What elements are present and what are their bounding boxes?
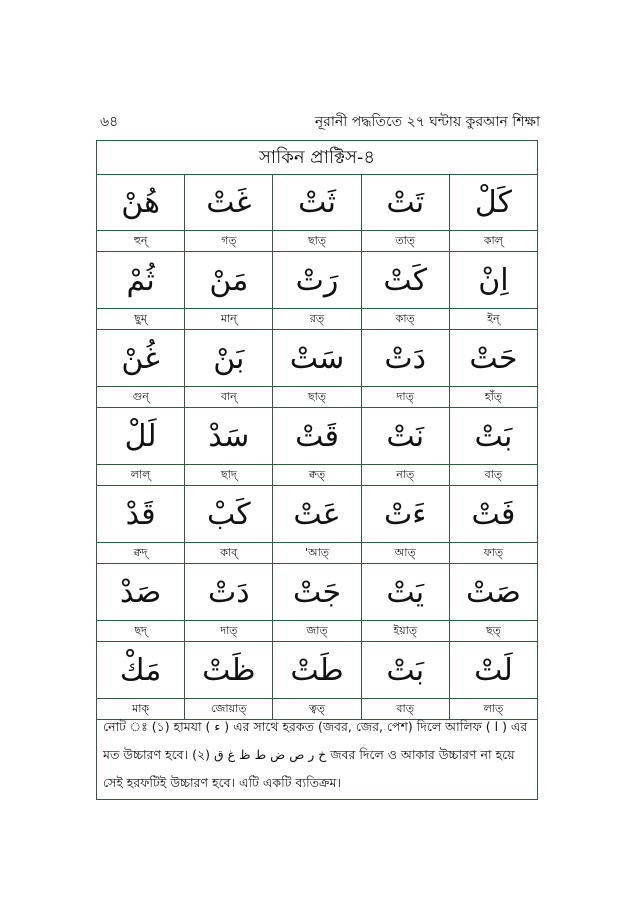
page-number: ৬৪	[100, 114, 119, 130]
grid-cell	[362, 174, 450, 252]
arabic-word: اِنْ	[478, 262, 509, 298]
grid-cell	[185, 408, 273, 486]
grid-cell	[97, 174, 185, 252]
arabic-word: بَنْ	[213, 340, 245, 376]
grid-cell	[450, 252, 537, 330]
arabic-word: مَكْ	[119, 652, 162, 688]
bangla-pronunciation: ইন্	[450, 308, 537, 330]
grid-cell	[450, 564, 537, 642]
bangla-pronunciation: ছুম্	[97, 308, 184, 330]
bangla-pronunciation: ছাদ্	[185, 464, 272, 486]
grid-cell	[97, 642, 185, 720]
note-text: নোট ঃ (১) হামযা ( ء ) এর সাথে হরকত (জবর, জের, পেশ) দিলে আলিফ ( ا ) এর মত উচ্চারণ হবে। (২) خ ر ص ض ط ظ غ ق জবর দিলে ও আকার উচ্চারণ না হয়ে সেই হরফটিই উচ্চারণ হবে। এটি একটি ব্যতিক্রম।	[103, 719, 528, 790]
grid-row	[97, 486, 537, 564]
grid-cell	[450, 486, 537, 564]
grid-cell	[450, 642, 537, 720]
arabic-word: دَتْ	[384, 340, 427, 376]
bangla-pronunciation: দাত্	[362, 386, 449, 408]
grid-cell	[273, 252, 361, 330]
grid-row	[97, 564, 537, 642]
arabic-word: ءَتْ	[384, 496, 427, 532]
bangla-pronunciation: ক্বত্	[273, 464, 360, 486]
bangla-pronunciation: বাত্	[450, 464, 537, 486]
arabic-word: قَدْ	[125, 496, 156, 532]
book-title: নূরানী পদ্ধতিতে ২৭ ঘন্টায় কুরআন শিক্ষা	[314, 114, 540, 130]
grid-cell	[185, 564, 273, 642]
grid-cell	[362, 408, 450, 486]
grid-row	[97, 642, 537, 720]
grid-row	[97, 252, 537, 330]
grid-cell	[273, 486, 361, 564]
arabic-word: تَتْ	[386, 184, 425, 220]
grid-cell	[97, 252, 185, 330]
arabic-word: ثُمْ	[126, 262, 155, 298]
arabic-word: بَتْ	[474, 418, 513, 454]
arabic-word: سَدْ	[208, 418, 250, 454]
grid-cell	[185, 252, 273, 330]
grid-row	[97, 174, 537, 252]
grid-row	[97, 408, 537, 486]
bangla-pronunciation: বান্	[185, 386, 272, 408]
arabic-word: نَتْ	[386, 418, 425, 454]
bangla-pronunciation: কাল্	[450, 230, 537, 252]
grid-cell	[185, 486, 273, 564]
arabic-word: غُنْ	[121, 340, 160, 376]
arabic-word: كَتْ	[383, 262, 428, 298]
arabic-word: لَتْ	[474, 652, 513, 688]
grid-cell	[185, 330, 273, 408]
arabic-word: جَتْ	[293, 574, 342, 610]
grid-cell	[362, 486, 450, 564]
arabic-word: بَتْ	[386, 652, 425, 688]
bangla-pronunciation: লাল্	[97, 464, 184, 486]
grid-cell	[185, 642, 273, 720]
bangla-pronunciation: কাব্	[185, 542, 272, 564]
grid-row	[97, 330, 537, 408]
arabic-word: ثَتْ	[298, 184, 336, 220]
bangla-pronunciation: রত্	[273, 308, 360, 330]
arabic-word: دَتْ	[208, 574, 250, 610]
grid-cell	[97, 486, 185, 564]
bangla-pronunciation: তাত্	[362, 230, 449, 252]
grid-cell	[273, 174, 361, 252]
bangla-pronunciation: কাত্	[362, 308, 449, 330]
grid-cell	[273, 408, 361, 486]
bangla-pronunciation: মাক্	[97, 698, 184, 720]
bangla-pronunciation: লাত্	[450, 698, 537, 720]
arabic-word: سَتْ	[289, 340, 345, 376]
arabic-word: طَتْ	[290, 652, 344, 688]
arabic-word: صَدْ	[119, 574, 162, 610]
grid-cell	[97, 330, 185, 408]
grid-cell	[362, 642, 450, 720]
grid-cell	[450, 174, 537, 252]
bangla-pronunciation: মান্	[185, 308, 272, 330]
arabic-word: هُنْ	[121, 184, 160, 220]
bangla-pronunciation: জোয়াত্	[185, 698, 272, 720]
arabic-word: فَتْ	[471, 496, 516, 532]
bangla-pronunciation: আত্	[362, 542, 449, 564]
arabic-word: رَتْ	[295, 262, 339, 298]
grid-cell	[450, 408, 537, 486]
bangla-pronunciation: ফাত্	[450, 542, 537, 564]
arabic-word: لَلْ	[124, 418, 157, 454]
bangla-pronunciation: বাত্	[362, 698, 449, 720]
bangla-pronunciation: ইয়াত্	[362, 620, 449, 642]
arabic-word: مَنْ	[209, 262, 249, 298]
grid-cell	[362, 330, 450, 408]
grid-cell	[273, 642, 361, 720]
bangla-pronunciation: ত্বত্	[273, 698, 360, 720]
arabic-word: كَبْ	[206, 496, 251, 532]
grid-cell	[97, 564, 185, 642]
bangla-pronunciation: ছাত্	[273, 230, 360, 252]
grid-cell	[362, 252, 450, 330]
bangla-pronunciation: 'আত্	[273, 542, 360, 564]
section-title: সাকিন প্রাক্টিস-৪	[97, 141, 537, 175]
grid-cell	[273, 330, 361, 408]
bangla-pronunciation: হুন্	[97, 230, 184, 252]
bangla-pronunciation: ছাত্	[273, 386, 360, 408]
bangla-pronunciation: হাঁত্	[450, 386, 537, 408]
arabic-word: صَتْ	[465, 574, 521, 610]
arabic-word: قَتْ	[295, 418, 339, 454]
page-header	[100, 110, 540, 136]
arabic-word: عَتْ	[293, 496, 341, 532]
arabic-word: غَتْ	[206, 184, 252, 220]
bangla-pronunciation: গত্	[185, 230, 272, 252]
grid-cell	[185, 174, 273, 252]
arabic-word: حَتْ	[469, 340, 518, 376]
arabic-word: يَتْ	[386, 574, 425, 610]
bangla-pronunciation: ছত্	[450, 620, 537, 642]
grid-cell	[362, 564, 450, 642]
bangla-pronunciation: জাত্	[273, 620, 360, 642]
arabic-word: ظَتْ	[202, 652, 256, 688]
grid-cell	[273, 564, 361, 642]
bangla-pronunciation: দাত্	[185, 620, 272, 642]
bangla-pronunciation: ছদ্	[97, 620, 184, 642]
practice-grid	[97, 174, 537, 720]
bangla-pronunciation: নাত্	[362, 464, 449, 486]
bangla-pronunciation: ক্বদ্	[97, 542, 184, 564]
grid-cell	[450, 330, 537, 408]
lesson-frame	[96, 140, 538, 800]
grid-cell	[97, 408, 185, 486]
bangla-pronunciation: গুন্	[97, 386, 184, 408]
arabic-word: كَلْ	[474, 184, 512, 220]
